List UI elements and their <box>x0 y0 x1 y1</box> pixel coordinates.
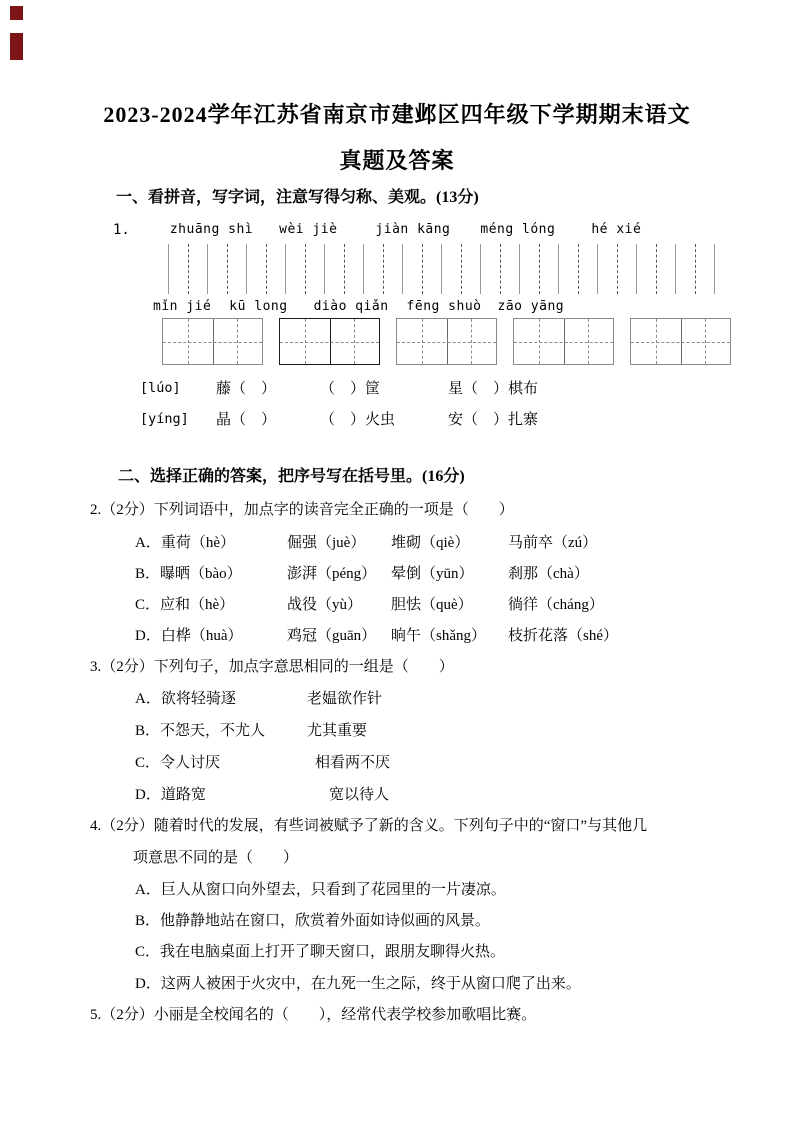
q4-stem-line2: 项意思不同的是（ ） <box>133 850 299 866</box>
writing-cell <box>598 244 637 294</box>
pinyin-word: zhuāng shì <box>169 222 254 237</box>
q3-option-row-b <box>135 722 367 741</box>
q4-option-d: D．这两人被困于火灾中，在九死一生之际，终于从窗口爬了出来。 <box>135 976 581 992</box>
scan-corner-mark <box>10 6 23 20</box>
option-text: 老媪欲作针 <box>307 691 383 707</box>
pinyin-word: fēng shuò <box>406 299 482 314</box>
fill-item: 晶（ ） <box>216 412 277 428</box>
writing-cell <box>442 244 481 294</box>
option-text: 尤其重要 <box>307 723 368 739</box>
option-text: D．道路宽 <box>135 787 206 803</box>
writing-cell <box>559 244 598 294</box>
section1-heading: 一、看拼音，写字词，注意写得匀称、美观。(13分) <box>116 189 479 206</box>
scan-corner-mark <box>10 33 23 60</box>
writing-cell <box>676 244 715 294</box>
writing-cell <box>364 244 403 294</box>
fill-item: （ ）筐 <box>320 381 381 397</box>
pinyin-word: diào qiǎn <box>313 299 389 314</box>
q4-option-b: B．他静静地站在窗口，欣赏着外面如诗似画的风景。 <box>135 913 491 929</box>
option-text: 战役（yù） <box>287 597 363 613</box>
writing-cell <box>247 244 286 294</box>
fill-item: 藤（ ） <box>216 381 277 397</box>
tianzige-box <box>279 318 380 365</box>
option-text: 鸡冠（guān） <box>287 628 377 644</box>
q3-stem: 3.（2分）下列句子，加点字意思相同的一组是（ ） <box>90 659 454 675</box>
writing-cell <box>168 244 208 294</box>
fill-item: 星（ ）棋布 <box>448 381 539 397</box>
page-title-line1: 2023-2024学年江苏省南京市建邺区四年级下学期期末语文 <box>103 102 691 127</box>
q3-option-row-a <box>135 690 382 709</box>
tianzige-box <box>630 318 731 365</box>
q1-fill-row1 <box>140 380 538 399</box>
q2-stem: 2.（2分）下列词语中，加点字的读音完全正确的一项是（ ） <box>90 502 514 518</box>
q2-option-row-a <box>135 534 597 553</box>
option-text: D．白桦（huà） <box>135 628 243 644</box>
q1-number: 1. <box>113 222 130 238</box>
writing-cell <box>208 244 247 294</box>
q4-stem-line1: 4.（2分）随着时代的发展，有些词被赋予了新的含义。下列句子中的“窗口”与其他几 <box>90 818 648 834</box>
writing-cell <box>403 244 442 294</box>
q2-option-row-c <box>135 596 604 615</box>
fill-item: （ ）火虫 <box>320 412 396 428</box>
q3-option-row-c <box>135 754 390 773</box>
page-title-line2: 真题及答案 <box>339 148 455 173</box>
option-text: 胆怯（què） <box>391 597 473 613</box>
option-text: 枝折花落（shé） <box>508 628 618 644</box>
q2-option-row-b <box>135 565 589 584</box>
option-text: 宽以待人 <box>329 787 390 803</box>
pinyin-word: kū long <box>229 299 288 314</box>
option-text: B．曝晒（bào） <box>135 566 242 582</box>
tianzige-box <box>396 318 497 365</box>
option-text: B．不怨天，不尤人 <box>135 723 266 739</box>
option-text: A．重荷（hè） <box>135 535 235 551</box>
tianzige-box <box>513 318 614 365</box>
option-text: A．欲将轻骑逐 <box>135 691 236 707</box>
pinyin-word: jiàn kāng <box>375 222 451 237</box>
q3-option-row-d <box>135 786 389 805</box>
q1-fill-row2 <box>140 411 538 430</box>
writing-cell <box>286 244 325 294</box>
option-text: 澎湃（péng） <box>287 566 377 582</box>
q4-option-a: A．巨人从窗口向外望去，只看到了花园里的一片凄凉。 <box>135 882 506 898</box>
option-text: 晕倒（yūn） <box>391 566 474 582</box>
option-text: 倔强（juè） <box>287 535 366 551</box>
q5-stem: 5.（2分）小丽是全校闻名的（ ），经常代表学校参加歌唱比赛。 <box>90 1007 537 1023</box>
pinyin-word: zāo yāng <box>497 299 565 314</box>
option-text: 徜徉（cháng） <box>508 597 604 613</box>
pinyin-bracket: [yíng] <box>140 411 189 427</box>
pinyin-word: méng lóng <box>480 222 556 237</box>
writing-cell <box>637 244 676 294</box>
option-text: C．令人讨厌 <box>135 755 221 771</box>
tianzige-box <box>162 318 263 365</box>
writing-cell <box>520 244 559 294</box>
writing-grid-row2 <box>162 318 731 365</box>
writing-cell <box>481 244 520 294</box>
pinyin-word: mǐn jié <box>153 299 212 314</box>
option-text: 堆砌（qiè） <box>391 535 470 551</box>
pinyin-word: wèi jiè <box>279 222 338 237</box>
fill-item: 安（ ）扎寨 <box>448 412 539 428</box>
section2-heading: 二、选择正确的答案，把序号写在括号里。(16分) <box>118 468 465 485</box>
option-text: 晌午（shǎng） <box>391 628 486 644</box>
option-text: C．应和（hè） <box>135 597 235 613</box>
option-text: 刹那（chà） <box>508 566 589 582</box>
q4-option-c: C．我在电脑桌面上打开了聊天窗口，跟朋友聊得火热。 <box>135 944 506 960</box>
pinyin-word: hé xié <box>591 222 642 237</box>
writing-grid-row1 <box>168 244 715 294</box>
option-text: 马前卒（zú） <box>508 535 598 551</box>
pinyin-bracket: [lúo] <box>140 380 181 396</box>
q1-pinyin-row2 <box>153 299 564 315</box>
q2-option-row-d <box>135 627 618 646</box>
writing-cell <box>325 244 364 294</box>
q1-pinyin-row1 <box>113 222 641 240</box>
option-text: 相看两不厌 <box>315 755 391 771</box>
